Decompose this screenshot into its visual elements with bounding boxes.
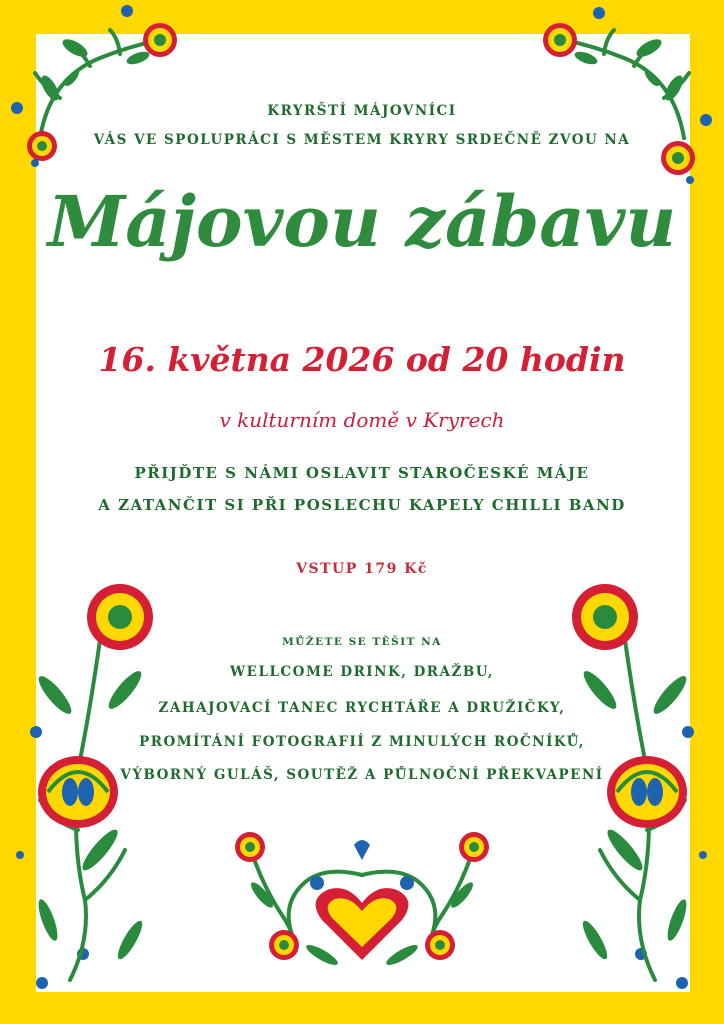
- corner-flower-top-right-icon: [534, 18, 704, 178]
- description-line: PŘIJĎTE S NÁMI OSLAVIT STAROČESKÉ MÁJE: [134, 464, 590, 482]
- entry-price: VSTUP 179 Kč: [296, 561, 428, 577]
- event-place: v kulturním domě v Kryrech: [219, 408, 505, 432]
- program-item: VÝBORNÝ GULÁŠ, SOUTĚŽ A PŮLNOČNÍ PŘEKVAPENÍ: [120, 767, 604, 783]
- corner-flower-top-left-icon: [20, 18, 190, 178]
- program-item: WELLCOME DRINK, DRAŽBU,: [230, 664, 494, 680]
- event-date: 16. května 2026 od 20 hodin: [98, 340, 626, 379]
- invitation-text: VÁS VE SPOLUPRÁCI S MĚSTEM KRYRY SRDEČNĚ ZVOU NA: [93, 132, 631, 148]
- organizer-text: KRYRŠTÍ MÁJOVNÍCI: [267, 103, 457, 119]
- program-label: MŮŽETE SE TĚŠIT NA: [282, 636, 442, 648]
- folk-heart-ornament-icon: [222, 825, 502, 990]
- description-line: A ZATANČIT SI PŘI POSLECHU KAPELY CHILLI BAND: [98, 496, 626, 514]
- program-item: ZAHAJOVACÍ TANEC RYCHTÁŘE A DRUŽIČKY,: [158, 700, 566, 716]
- event-title: Májovou zábavu: [47, 180, 677, 263]
- program-item: PROMÍTÁNÍ FOTOGRAFIÍ Z MINULÝCH ROČNÍKŮ,: [139, 734, 585, 750]
